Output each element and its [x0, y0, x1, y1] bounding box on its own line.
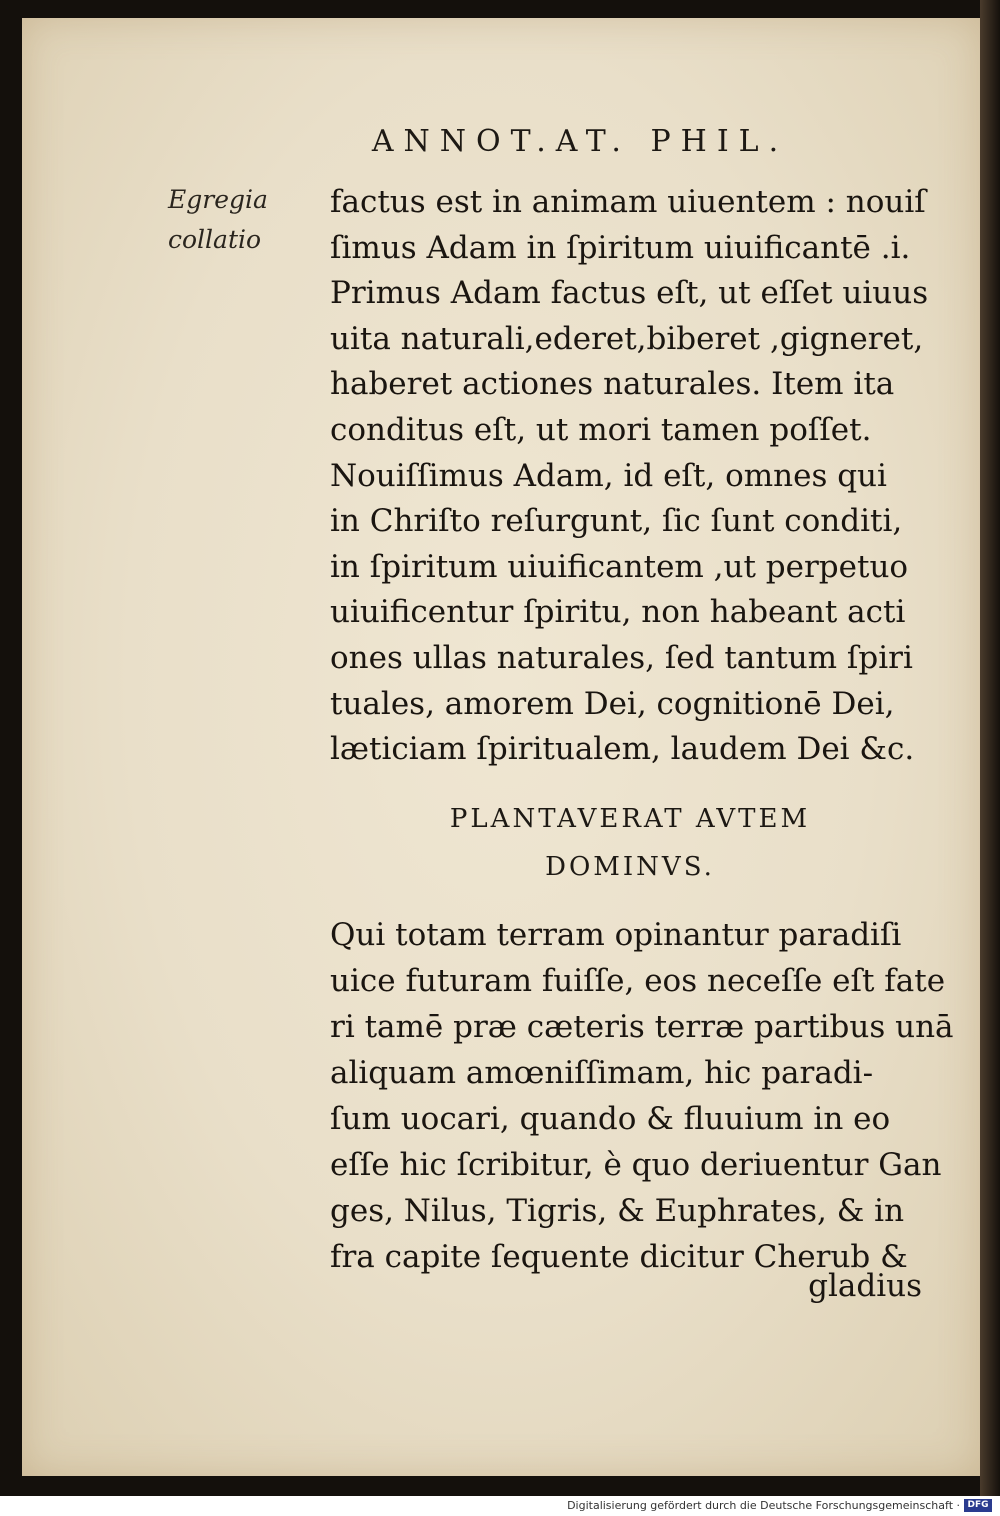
- text-line: conditus eſt, ut mori tamen poſſet.: [330, 411, 872, 448]
- running-title: ANNOT.AT. PHIL.: [371, 124, 789, 159]
- section-heading-line: PLANTAVERAT AVTEM: [449, 804, 811, 834]
- text-line: ges, Nilus, Tigris, & Euphrates, & in: [330, 1193, 905, 1229]
- text-line: ri tamē præ cæteris terræ partibus unā: [330, 1009, 954, 1045]
- marginal-note: [168, 180, 288, 260]
- funding-credit: Digitalisierung gefördert durch die Deutsche Forschungsgemeinschaft ·: [567, 1499, 960, 1512]
- section-heading: [330, 795, 930, 891]
- marginal-note-line: collatio: [168, 225, 262, 254]
- text-line: ſimus Adam in ſpiritum uiuificantē .i.: [330, 229, 911, 266]
- text-line: haberet actiones naturales. Item ita: [330, 366, 895, 403]
- digitization-footer: [0, 1496, 1000, 1516]
- text-line: eſſe hic ſcribitur, è quo deriuentur Gan: [330, 1147, 942, 1183]
- dfg-logo: DFG: [964, 1499, 992, 1512]
- paragraph-1: [330, 180, 930, 773]
- text-line: in ſpiritum uiuificantem ,ut perpetuo: [330, 548, 909, 585]
- text-line: ſum uocari, quando & fluuium in eo: [330, 1101, 891, 1137]
- text-line: Primus Adam factus eſt, ut eſſet uiuus: [330, 275, 929, 312]
- text-line: Qui totam terram opinantur paradiſi: [330, 917, 902, 953]
- book-spine-edge: [980, 0, 1000, 1496]
- text-line: in Chriſto reſurgunt, ſic ſunt conditi,: [330, 503, 903, 540]
- catchword: gladius: [808, 1268, 922, 1304]
- text-line: uita naturali,ederet,biberet ,gigneret,: [330, 320, 924, 357]
- text-line: læticiam ſpiritualem, laudem Dei &c.: [330, 731, 915, 768]
- text-line: fra capite ſequente dicitur Cherub &: [330, 1239, 908, 1275]
- text-line: factus est in animam uiuentem : nouiſ: [330, 184, 926, 220]
- text-line: aliquam amœniſſimam, hic paradi-: [330, 1055, 874, 1091]
- text-line: uice futuram fuiſſe, eos neceſſe eſt fate: [330, 963, 946, 999]
- text-line: ones ullas naturales, ſed tantum ſpiri: [330, 639, 913, 676]
- text-line: tuales, amorem Dei, cognitionē Dei,: [330, 685, 895, 722]
- paragraph-2: [330, 912, 954, 1280]
- text-line: Nouiſſimus Adam, id eſt, omnes qui: [330, 457, 887, 494]
- section-heading-line: DOMINVS.: [545, 852, 715, 882]
- marginal-note-line: Egregia: [168, 185, 268, 214]
- text-line: uiuificentur ſpiritu, non habeant acti: [330, 594, 906, 631]
